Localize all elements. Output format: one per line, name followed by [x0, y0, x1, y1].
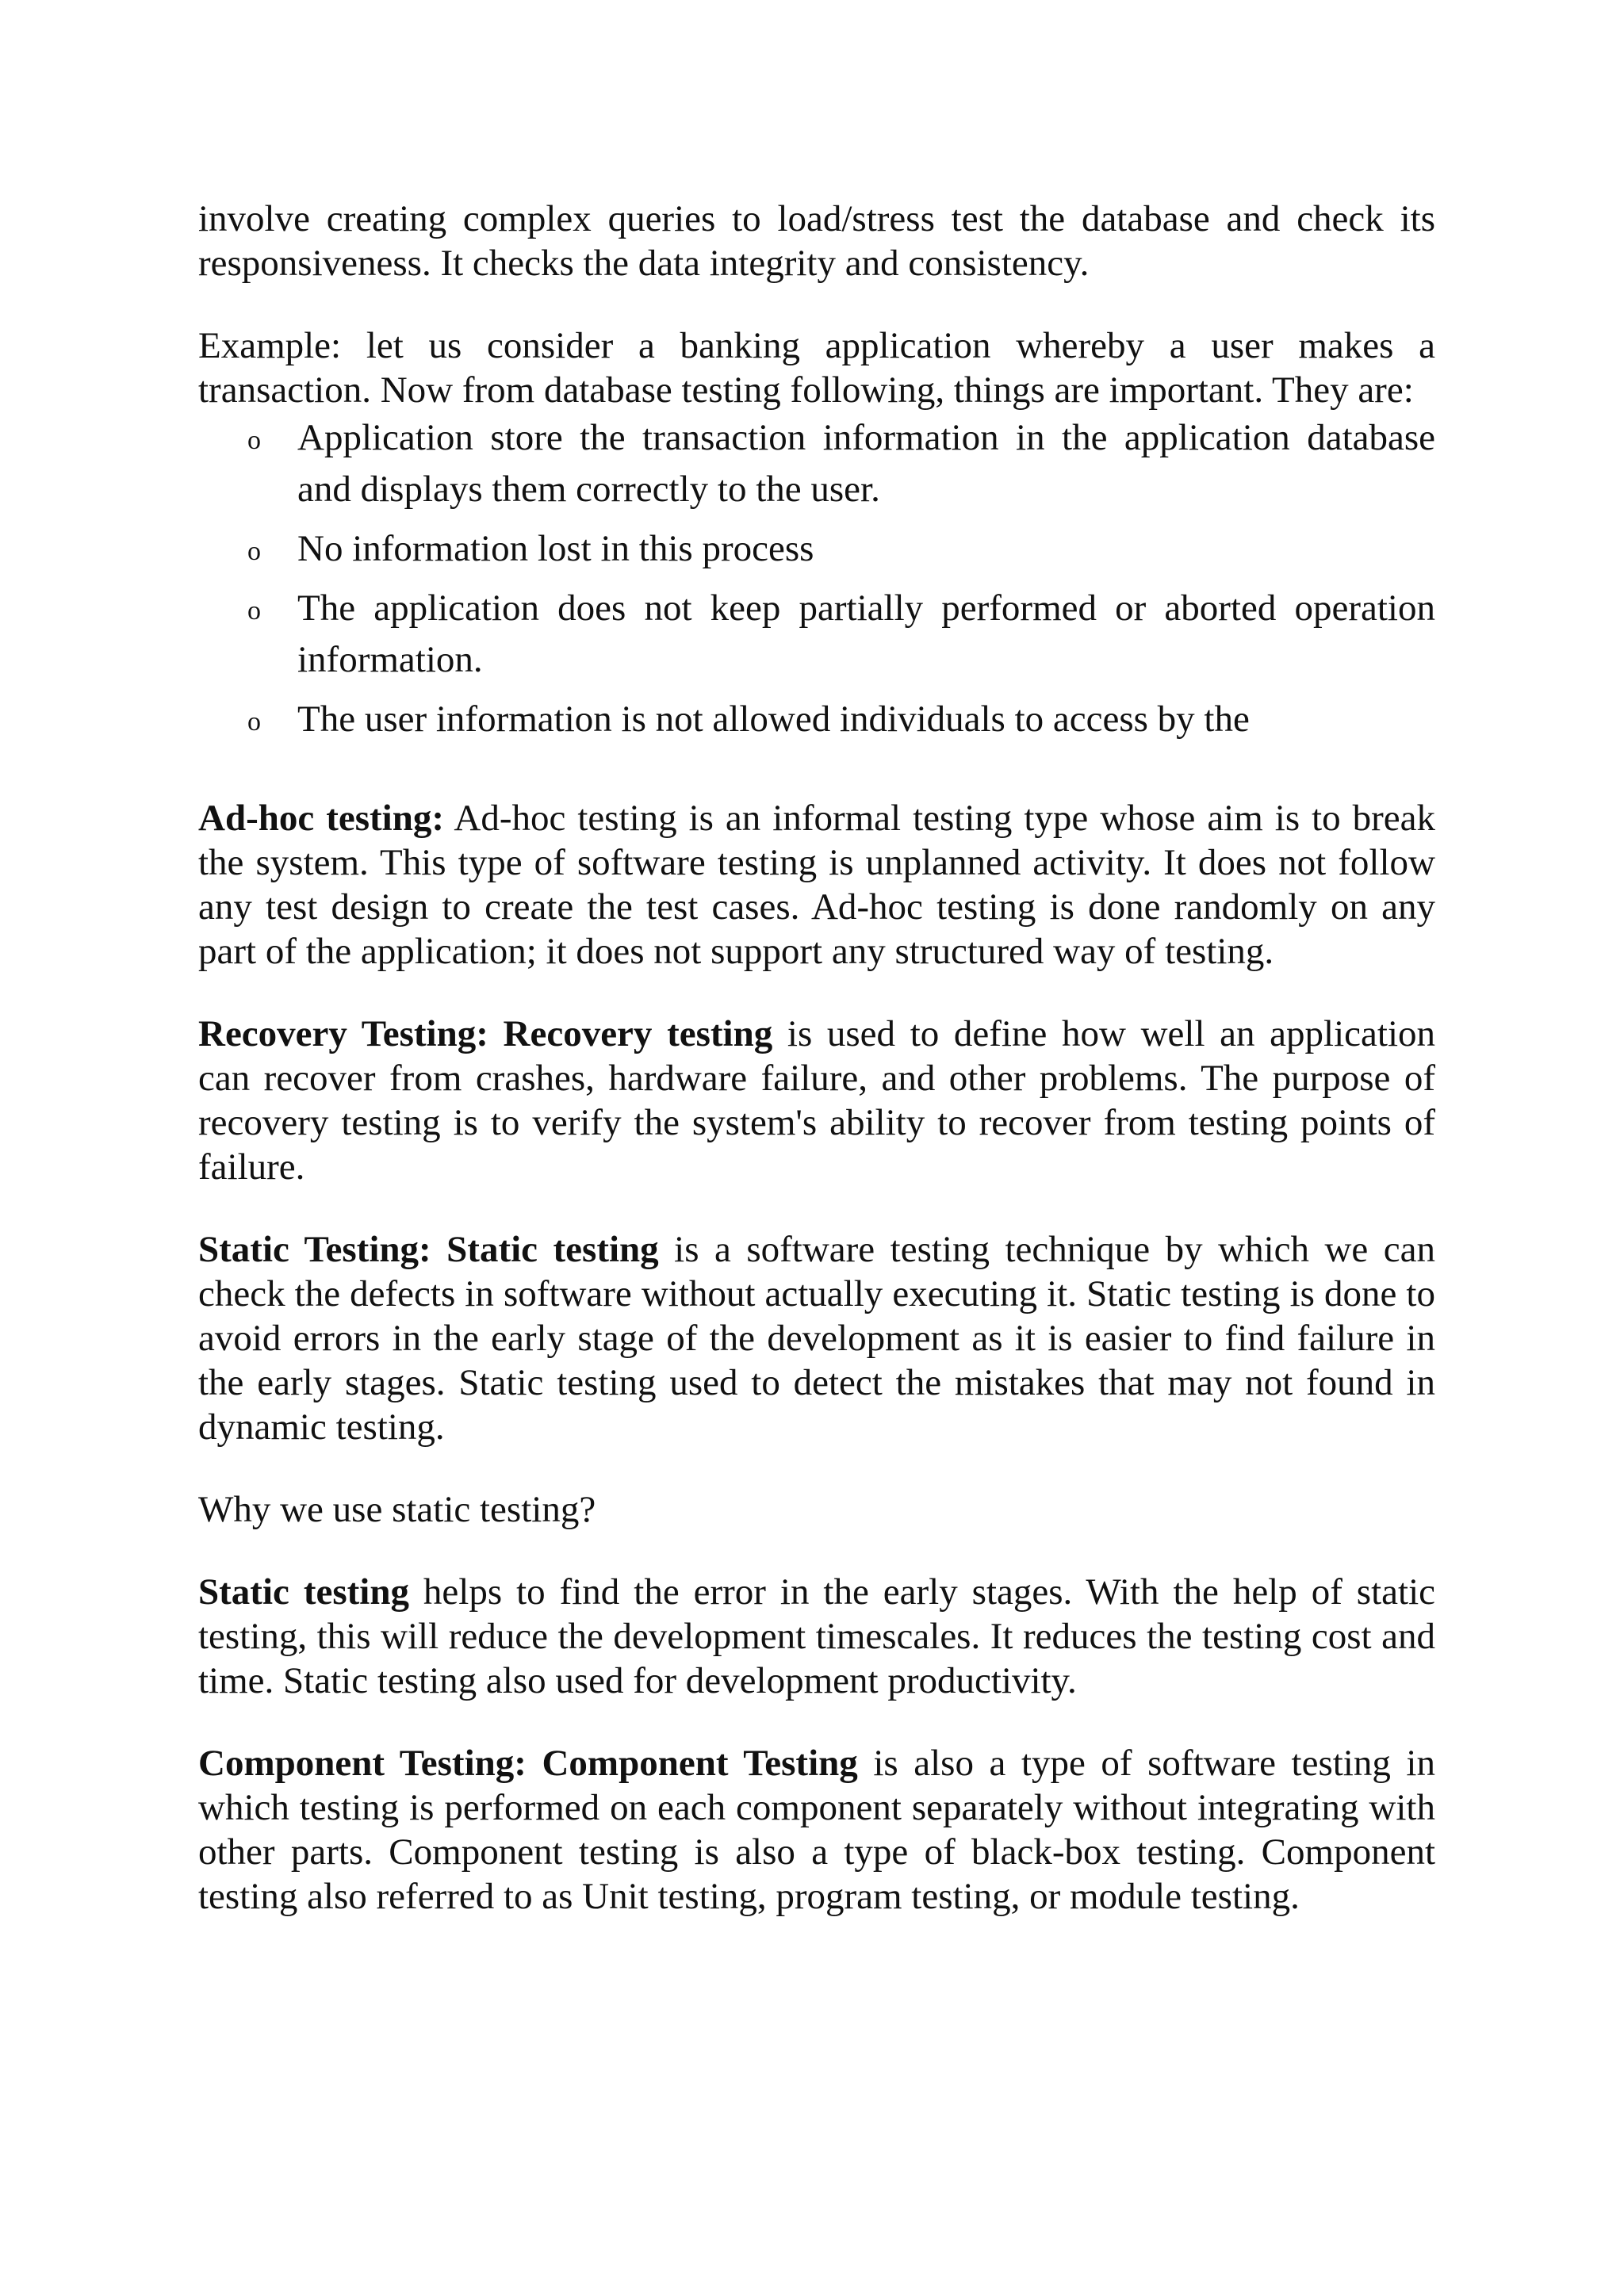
- list-item: [198, 694, 1435, 745]
- recovery-heading: Recovery Testing: Recovery testing: [198, 1013, 773, 1054]
- static-help-paragraph: [198, 1570, 1435, 1703]
- list-item-text: Application store the transaction information in the application database and displays them correctly to the user.: [297, 417, 1435, 510]
- list-item-text: The application does not keep partially performed or aborted operation information.: [297, 587, 1435, 680]
- list-item: [198, 583, 1435, 686]
- list-item-text: The user information is not allowed individuals to access by the: [297, 698, 1250, 740]
- bullet-marker: o: [247, 537, 261, 566]
- component-text: is also a type of software testing in which testing is performed on each component separately without integrating with other parts. Component testing is also a type of black-box testing. Component testing also referred to as Unit testing, program testing, or module testing.: [198, 1743, 1435, 1917]
- example-paragraph: Example: let us consider a banking application whereby a user makes a transaction. Now from database testing following, things are important. They are:: [198, 325, 1435, 411]
- static-text: is a software testing technique by which we can check the defects in software without actually executing it. Static testing is done to avoid errors in the early stage of the development as it is easier to find failure in the early stages. Static testing used to detect the mistakes that may not found in dynamic testing.: [198, 1229, 1435, 1448]
- list-item-text: No information lost in this process: [297, 528, 814, 569]
- requirements-list: [198, 412, 1435, 745]
- static-heading: Static Testing: Static testing: [198, 1229, 659, 1270]
- static-help-text: helps to find the error in the early stages. With the help of static testing, this will reduce the development timescales. It reduces the testing cost and time. Static testing also used for development productivity.: [198, 1571, 1435, 1701]
- adhoc-text: Ad-hoc testing is an informal testing type whose aim is to break the system. This type of software testing is unplanned activity. It does not follow any test design to create the test cases. Ad-hoc testing is done randomly on any part of the application; it does not support any structured way of testing.: [198, 798, 1435, 972]
- static-paragraph: [198, 1227, 1435, 1449]
- intro-paragraph: involve creating complex queries to load/stress test the database and check its responsiveness. It checks the data integrity and consistency.: [198, 198, 1435, 284]
- component-paragraph: [198, 1741, 1435, 1919]
- adhoc-paragraph: [198, 796, 1435, 974]
- adhoc-heading: Ad-hoc testing:: [198, 798, 445, 839]
- page-content: [198, 197, 1435, 1919]
- list-item: [198, 523, 1435, 575]
- bullet-marker: o: [247, 596, 261, 626]
- list-item: [198, 412, 1435, 515]
- why-paragraph: Why we use static testing?: [198, 1489, 596, 1530]
- recovery-text: is used to define how well an application can recover from crashes, hardware failure, and other problems. The purpose of recovery testing is to verify the system's ability to recover from testing points of failure.: [198, 1013, 1435, 1188]
- static-help-heading: Static testing: [198, 1571, 409, 1613]
- bullet-marker: o: [247, 707, 261, 737]
- component-heading: Component Testing: Component Testing: [198, 1743, 858, 1784]
- bullet-marker: o: [247, 426, 261, 455]
- recovery-paragraph: [198, 1012, 1435, 1189]
